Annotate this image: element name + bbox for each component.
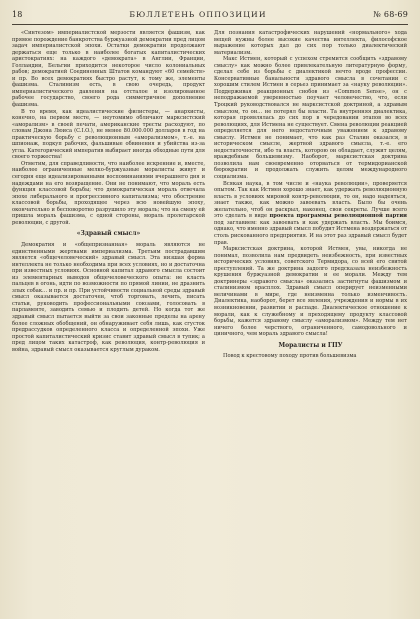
paragraph: Повод к крестовому походу против большевизма	[223, 353, 357, 360]
emphasized-phrase: проекта программы революционной партии	[269, 213, 407, 220]
text-columns	[12, 30, 408, 610]
right-column	[214, 30, 407, 610]
page-number: 18	[12, 10, 23, 19]
page-header	[12, 10, 408, 25]
paragraph: В то время, как идеалистические филистеры, — анархисты, конечно, на первом месте, — неутомимо обличают марксистский «аморализм» в своей печати, американские тресты расходуют, по словам Джона Люиса (C.I.O.), не менее 80.000.000 долларов в год на практическую борьбу с революционным «аморализмом», т.-е. на шпионаж, подкуп рабочих, фальшивые обвинения и убийства из-за угла. Категорический императив выбирает иногда обходные пути для своего торжества!	[12, 108, 205, 161]
paragraph: Отметим, для справедливости, что наиболее искренние и, вместе, наиболее ограниченные мелко-буржуазные моралисты живут и сегодня еще идеализированными воспоминаниями вчерашнего дня и надеждами на его возвращение. Они не понимают, что мораль есть функция классовой борьбы; что демократическая мораль отвечала эпохе либерального и прогрессивного капитализма; что обострение классовой борьбы, проходящее через всю новейшую эпоху, окончательно и бесповоротно разрушило эту мораль; что на смену ей пришла мораль фашизма, с одной стороны, мораль пролетарской революции, с другой.	[12, 160, 205, 226]
journal-title: БЮЛЛЕТЕНЬ ОППОЗИЦИИ	[129, 10, 267, 19]
paragraph	[214, 181, 407, 246]
paragraph: Макс Истмен, который с успехом стремится сообщить «здравому смыслу» как можно более привлекательную литературную форму, сделал себе из борьбы с диалектикой нечто вроде профессии. Консервативные банальности здравого смысла в сочетании с хорошим стилем Истмен в серьез принимает за «науку революции». Поддерживая реакционных снобов из «Common Sense», он с неподражаемой уверенностью поучает человечество, что, если Троцкий руководствовался не марксистской доктриной, а здравым смыслом, то он… не потерял бы власти. Та внутренняя диалектика, которая проявлялась до сих пор в чередовании этапов во всех революциях, для Истмена не существует. Смена революции реакцией определяется для него недостаточным уважением к здравому смыслу. Истмен не понимает, что как раз Сталин оказался, в историческом смысле, жертвой здравого смысла, т.-е. его недостаточности, ибо та власть, которою он обладает, служит целям, враждебным большевизму. Наоборот, марксистская доктрина позволила нам своевременно оторваться от термидорианской бюрократии и продолжать служить целям международного социализма.	[214, 56, 407, 181]
paragraph: Демократия и «общепризнанная» мораль являются не единственными жертвами империализма. Третьим пострадавшим является «общечеловеческий» здравый смысл. Эта низшая форма интеллекта не только необходима при всех условиях, но и достаточна при известных условиях. Основной капитал здравого смысла состоит из элементарных выводов общечеловеческого опыта: не класть пальцев в огонь, идти по возможности по прямой линии, не дразнить злых собак… и пр. и пр. При устойчивости социальной среды здравый смысл оказывается достаточен, чтоб торговать, лечить, писать статьи, руководить профессиональными союзами, голосовать в парламенте, заводить семью и плодить детей. Но когда тот же здравый смысл пытается выйти за свои законные пределы на арену более сложных обобщений, он обнаруживает себя лишь, как сгусток предрассудков определенного класса и определенной эпохи. Уже простой капиталистический кризис ставит здравый смысл в тупик; а пред лицом таких катастроф, как революция, контр-революция и война, здравый смысл оказывается круглым дураком.	[12, 241, 205, 353]
section-heading: Моралисты и ГПУ	[278, 341, 343, 349]
paragraph: Для познания катастрофических нарушений «нормального» хода вещей нужны более высокие качества интеллекта, философское выражение которых дал до сих пор только диалектический материализм.	[214, 30, 407, 56]
paragraph-text: Всякая наука, в том числе и «наука революции», проверяется опытом. Так как Истмен хорошо знает, как удержать революционную власть в условиях мировой контр-революции, то он, надо надеяться, знает также, как можно завоевать власть. Было бы очень желательно, чтоб он раскрыл, наконец, свои секреты. Лучше всего это сделать в виде	[214, 180, 407, 220]
section-heading: «Здравый смысл»	[76, 230, 141, 238]
issue-number: № 68-69	[373, 10, 408, 19]
paragraph: «Синтезом» империалистской мерзости является фашизм, как прямое порождение банкротства буржуазной демократии пред лицом задач империалистской эпохи. Остатки демократии продолжают держаться еще только в наиболее богатых капиталистических аристократиях: на каждого «демократа» в Англии, Франции, Голландии, Бельгии приходится некоторое число колониальных рабов; демократией Соединенных Штатов командуют «60 семейств» и пр. Во всех демократиях быстро растут, к тому же, элементы фашизма. Сталинизм есть, в свою очередь, продукт империалистического давления на отсталое и изолированное рабочее государство, своего рода симметричное дополнение фашизма.	[12, 30, 205, 109]
left-column	[12, 30, 205, 610]
paragraph: Марксистская доктрина, которой Истмен, увы, никогда не понимал, позволила нам предвидеть неизбежность, при известных исторических условиях, советского Термидора, со всей его свитой преступлений. Та же доктрина задолго предсказала неизбежность крушения буржуазной демократии и ее морали. Между тем доктринеры «здравого смысла» оказались застигнуты фашизмом и сталинизмом врасплох. Здравый смысл оперирует неизменными величинами в мире, где неизменна только изменчивость. Диалектика, наоборот, берет все явления, учреждения и нормы в их возникновении, развитии и распаде. Диалектическое отношение к морали, как к служебному и преходящему продукту классовой борьбы, кажется здравому смыслу «аморализмом». Между тем нет ничего более черствого, ограниченного, самодовольного и циничного, чем мораль здравого смысла!	[214, 246, 407, 338]
paragraph-text: под заглавием: как завоевать и как удержать власть. Мы боимся, однако, что именно здравый смысл побудит Истмена воздержаться от столь рискованного предприятия. И на этот раз здравый смысл будет прав.	[214, 219, 407, 246]
